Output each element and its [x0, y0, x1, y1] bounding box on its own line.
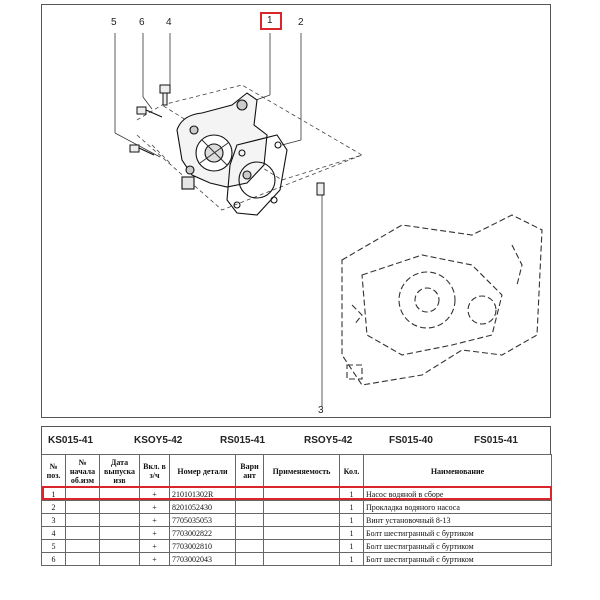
model-code: FS015-40 — [389, 435, 433, 446]
exploded-diagram-panel — [41, 4, 551, 418]
cell-spare-parts: + — [140, 514, 170, 527]
cell-quantity: 1 — [340, 540, 364, 553]
cell-spare-parts: + — [140, 540, 170, 553]
cell-name: Болт шестигранный с буртиком — [364, 553, 552, 566]
cell-spare-parts: + — [140, 501, 170, 514]
cell-position: 4 — [42, 527, 66, 540]
cell-quantity: 1 — [340, 501, 364, 514]
cell-name: Насос водяной в сборе — [364, 488, 552, 501]
model-code: KSOY5-42 — [134, 435, 183, 446]
cell-quantity: 1 — [340, 527, 364, 540]
cell-applicability — [264, 540, 340, 553]
cell-name: Болт шестигранный с буртиком — [364, 527, 552, 540]
callout-2: 2 — [298, 17, 304, 28]
cell-applicability — [264, 527, 340, 540]
cell-applicability — [264, 514, 340, 527]
cell-position: 2 — [42, 501, 66, 514]
header-position: № поз. — [42, 455, 66, 488]
cell-release-date — [100, 553, 140, 566]
callout-3: 3 — [318, 405, 324, 416]
cell-spare-parts: + — [140, 527, 170, 540]
cell-release-date — [100, 501, 140, 514]
water-pump-exploded-diagram — [42, 5, 550, 417]
cell-spare-parts: + — [140, 488, 170, 501]
model-code: RS015-41 — [220, 435, 266, 446]
model-codes-row — [41, 426, 551, 454]
cell-name: Прокладка водяного насоса — [364, 501, 552, 514]
cell-applicability — [264, 553, 340, 566]
header-spare-parts: Вкл. в з/ч — [140, 455, 170, 488]
row-highlight-box — [42, 486, 552, 500]
cell-quantity: 1 — [340, 514, 364, 527]
cell-change-start — [66, 514, 100, 527]
cell-part-number: 8201052430 — [170, 501, 236, 514]
table-row[interactable] — [42, 540, 552, 553]
model-code: RSOY5-42 — [304, 435, 353, 446]
header-quantity: Кол. — [340, 455, 364, 488]
callout-6: 6 — [139, 17, 145, 28]
cell-quantity: 1 — [340, 553, 364, 566]
header-name: Наименование — [364, 455, 552, 488]
cell-name: Винт установочный 8-13 — [364, 514, 552, 527]
cell-spare-parts: + — [140, 553, 170, 566]
header-change-start: № начала об.изм — [66, 455, 100, 488]
callout-5: 5 — [111, 17, 117, 28]
cell-variant — [236, 527, 264, 540]
header-variant: Вари ант — [236, 455, 264, 488]
cell-variant — [236, 540, 264, 553]
cell-position: 1 — [42, 488, 66, 501]
cell-release-date — [100, 514, 140, 527]
cell-position: 6 — [42, 553, 66, 566]
cell-quantity: 1 — [340, 488, 364, 501]
cell-part-number: 7703002810 — [170, 540, 236, 553]
cell-applicability — [264, 501, 340, 514]
cell-part-number: 7705035053 — [170, 514, 236, 527]
cell-part-number: 7703002043 — [170, 553, 236, 566]
model-code: FS015-41 — [474, 435, 518, 446]
cell-variant — [236, 501, 264, 514]
callout-1: 1 — [267, 15, 273, 26]
model-code: KS015-41 — [48, 435, 94, 446]
table-row[interactable] — [42, 501, 552, 514]
table-row[interactable] — [42, 514, 552, 527]
cell-part-number: 210101302R — [170, 488, 236, 501]
cell-release-date — [100, 527, 140, 540]
cell-release-date — [100, 540, 140, 553]
table-header-row — [42, 455, 552, 488]
cell-position: 3 — [42, 514, 66, 527]
table-row[interactable] — [42, 553, 552, 566]
table-row[interactable] — [42, 527, 552, 540]
cell-change-start — [66, 553, 100, 566]
cell-change-start — [66, 527, 100, 540]
cell-variant — [236, 553, 264, 566]
cell-change-start — [66, 501, 100, 514]
header-applicability: Применяемость — [264, 455, 340, 488]
header-part-number: Номер детали — [170, 455, 236, 488]
parts-table — [41, 454, 552, 566]
cell-change-start — [66, 540, 100, 553]
header-release-date: Дата выпуска изв — [100, 455, 140, 488]
callout-4: 4 — [166, 17, 172, 28]
cell-part-number: 7703002822 — [170, 527, 236, 540]
cell-variant — [236, 514, 264, 527]
cell-name: Болт шестигранный с буртиком — [364, 540, 552, 553]
cell-position: 5 — [42, 540, 66, 553]
